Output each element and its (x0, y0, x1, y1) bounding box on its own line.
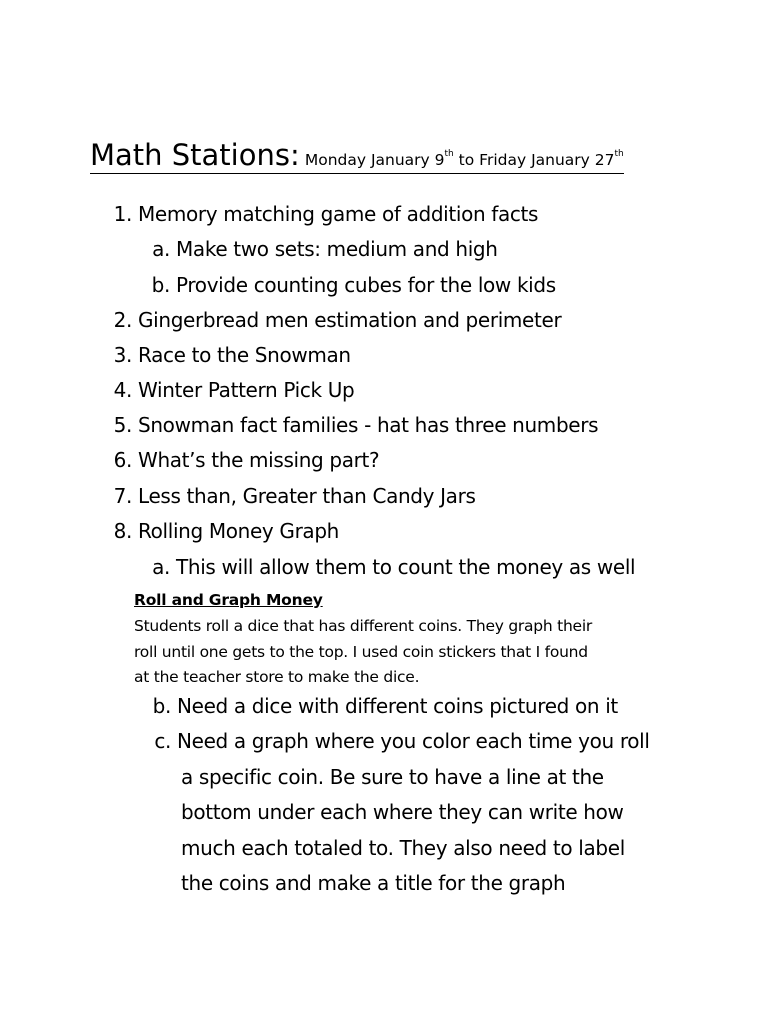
title-sup-start: th (444, 149, 454, 159)
list-item (100, 343, 351, 367)
list-number: 2. (113, 308, 132, 332)
list-text: Race to the Snowman (138, 343, 351, 367)
list-item (100, 413, 598, 437)
list-number: a. (152, 237, 170, 261)
list-number: 1. (113, 202, 132, 226)
list-number: 7. (113, 484, 132, 508)
list-text: Winter Pattern Pick Up (138, 378, 355, 402)
title-sup-end: th (614, 149, 624, 159)
list-continuation-line: much each totaled to. They also need to label (181, 836, 625, 860)
list-text: This will allow them to count the money as well (176, 555, 636, 579)
list-number: c. (154, 729, 171, 753)
list-number: 4. (113, 378, 132, 402)
list-item (100, 202, 538, 226)
list-continuation-line: the coins and make a title for the graph (181, 871, 566, 895)
list-continuation-line: bottom under each where they can write how (181, 800, 624, 824)
title-date-end: to Friday January 27 (453, 151, 615, 169)
list-text: Memory matching game of addition facts (138, 202, 539, 226)
list-text: Rolling Money Graph (138, 519, 340, 543)
title-main: Math Stations: (90, 138, 300, 172)
list-text: Less than, Greater than Candy Jars (138, 484, 476, 508)
list-text: Snowman fact families - hat has three numbers (138, 413, 599, 437)
list-item (100, 519, 339, 543)
list-number: b. (151, 273, 170, 297)
list-number: a. (152, 555, 170, 579)
list-number: b. (152, 694, 171, 718)
list-text: Need a dice with different coins pictured on it (177, 694, 618, 718)
list-number: 5. (113, 413, 132, 437)
list-item (100, 378, 354, 402)
list-text: What’s the missing part? (138, 448, 380, 472)
title-date-start: Monday January 9 (304, 151, 445, 169)
list-item (100, 484, 476, 508)
page-title (90, 138, 624, 174)
list-item (146, 273, 556, 297)
list-item (145, 694, 618, 718)
note-line: roll until one gets to the top. I used coin stickers that I found (134, 643, 588, 661)
title-dates (305, 151, 624, 169)
list-text: Make two sets: medium and high (176, 237, 498, 261)
list-text: Need a graph where you color each time you roll (177, 729, 650, 753)
note-line: Students roll a dice that has different coins. They graph their (134, 617, 593, 635)
list-text: Gingerbread men estimation and perimeter (138, 308, 562, 332)
list-item (100, 308, 561, 332)
list-number: 6. (113, 448, 132, 472)
note-title: Roll and Graph Money (134, 591, 323, 609)
list-item (145, 729, 650, 753)
list-item (100, 448, 379, 472)
list-item (146, 237, 498, 261)
list-continuation-line: a specific coin. Be sure to have a line at the (181, 765, 604, 789)
list-number: 3. (113, 343, 132, 367)
list-number: 8. (113, 519, 132, 543)
list-item (146, 555, 635, 579)
note-line: at the teacher store to make the dice. (134, 668, 420, 686)
list-text: Provide counting cubes for the low kids (176, 273, 556, 297)
